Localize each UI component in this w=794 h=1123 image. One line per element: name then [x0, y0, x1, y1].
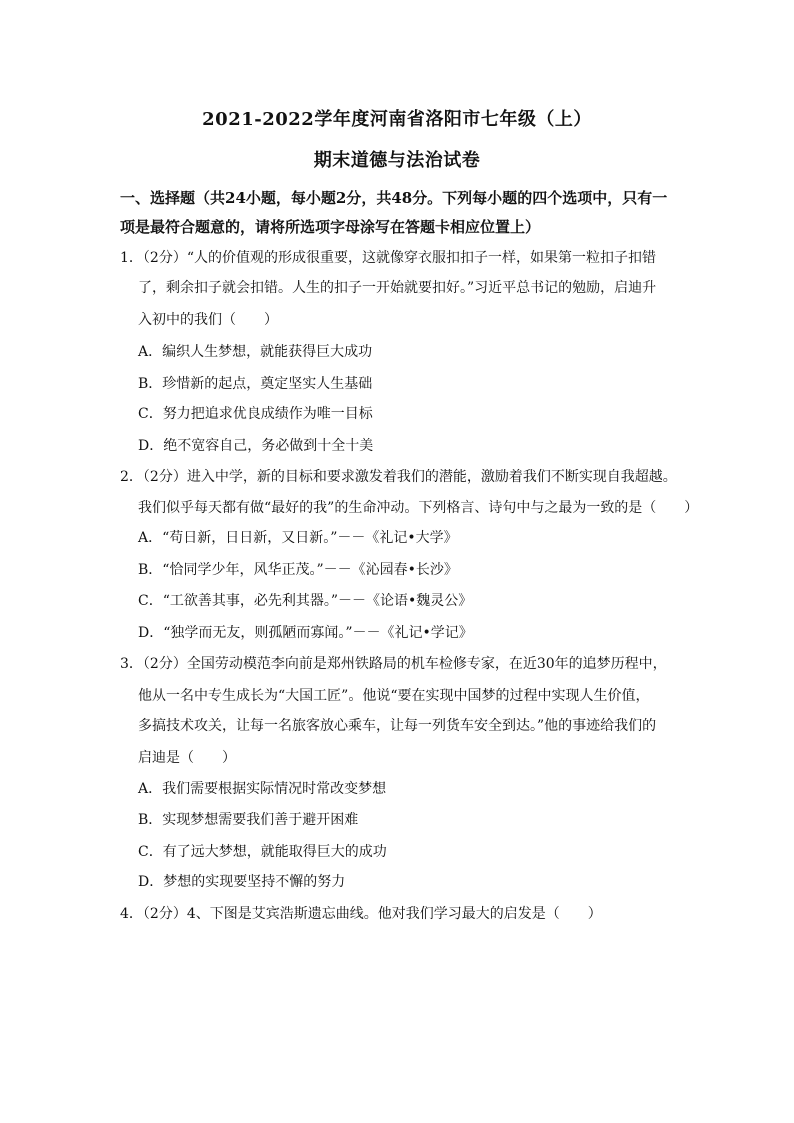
- question-1-option-a: A．编织人生梦想，就能获得巨大成功: [138, 344, 373, 360]
- question-1-line-2: 了，剩余扣子就会扣错。人生的扣子一开始就要扣好。”习近平总书记的勉励，启迪升: [138, 280, 657, 296]
- question-3-option-b: B．实现梦想需要我们善于避开困难: [138, 812, 359, 828]
- question-1-option-b: B．珍惜新的起点，奠定坚实人生基础: [138, 376, 373, 392]
- question-2-line-1: 2．（2分）进入中学，新的目标和要求激发着我们的潜能，激励着我们不断实现自我超越。: [120, 469, 677, 485]
- question-3-option-d: D．梦想的实现要坚持不懈的努力: [138, 874, 346, 890]
- question-3-option-a: A．我们需要根据实际情况时常改变梦想: [138, 781, 387, 797]
- section-heading: 一、选择题（共24小题，每小题2分，共48分。下列每小题的四个选项中，只有一项是最符合题意的，请将所选项字母涂写在答题卡相应位置上）: [120, 189, 668, 236]
- question-3-option-c: C．有了远大梦想，就能取得巨大的成功: [138, 844, 387, 860]
- question-3-line-2: 他从一名中专生成长为“大国工匠”。他说“要在实现中国梦的过程中实现人生价值，: [138, 688, 650, 704]
- question-2-option-d: D．“独学而无友，则孤陋而寡闻。”－－《礼记•学记》: [138, 625, 473, 641]
- question-4-line-1: 4．（2分）4、下图是艾宾浩斯遗忘曲线。他对我们学习最大的启发是（ ）: [120, 906, 602, 922]
- question-1-line-3: 入初中的我们（ ）: [138, 312, 278, 328]
- question-2-option-a: A．“苟日新，日日新，又日新。”－－《礼记•大学》: [138, 530, 458, 546]
- question-1-option-d: D．绝不宽容自己，务必做到十全十美: [138, 438, 374, 454]
- question-3-line-1: 3．（2分）全国劳动模范李向前是郑州铁路局的机车检修专家，在近30年的追梦历程中，: [120, 656, 667, 672]
- question-2-option-b: B．“恰同学少年，风华正茂。”－－《沁园春•长沙》: [138, 562, 458, 578]
- exam-subtitle: 期末道德与法治试卷: [313, 150, 481, 171]
- question-3-line-4: 启迪是（ ）: [138, 750, 236, 766]
- question-1-option-c: C．努力把追求优良成绩作为唯一目标: [138, 406, 373, 422]
- question-1-line-1: 1．（2分）“人的价值观的形成很重要，这就像穿衣服扣扣子一样，如果第一粒扣子扣错: [120, 250, 656, 266]
- exam-title: 2021-2022学年度河南省洛阳市七年级（上）: [202, 109, 592, 130]
- question-2-line-2: 我们似乎每天都有做“最好的我”的生命冲动。下列格言、诗句中与之最为一致的是（ ）: [138, 500, 699, 516]
- question-2-option-c: C．“工欲善其事，必先利其器。”－－《论语•魏灵公》: [138, 593, 473, 609]
- question-3-line-3: 多搞技术攻关，让每一名旅客放心乘车，让每一列货车安全到达。”他的事迹给我们的: [138, 718, 657, 734]
